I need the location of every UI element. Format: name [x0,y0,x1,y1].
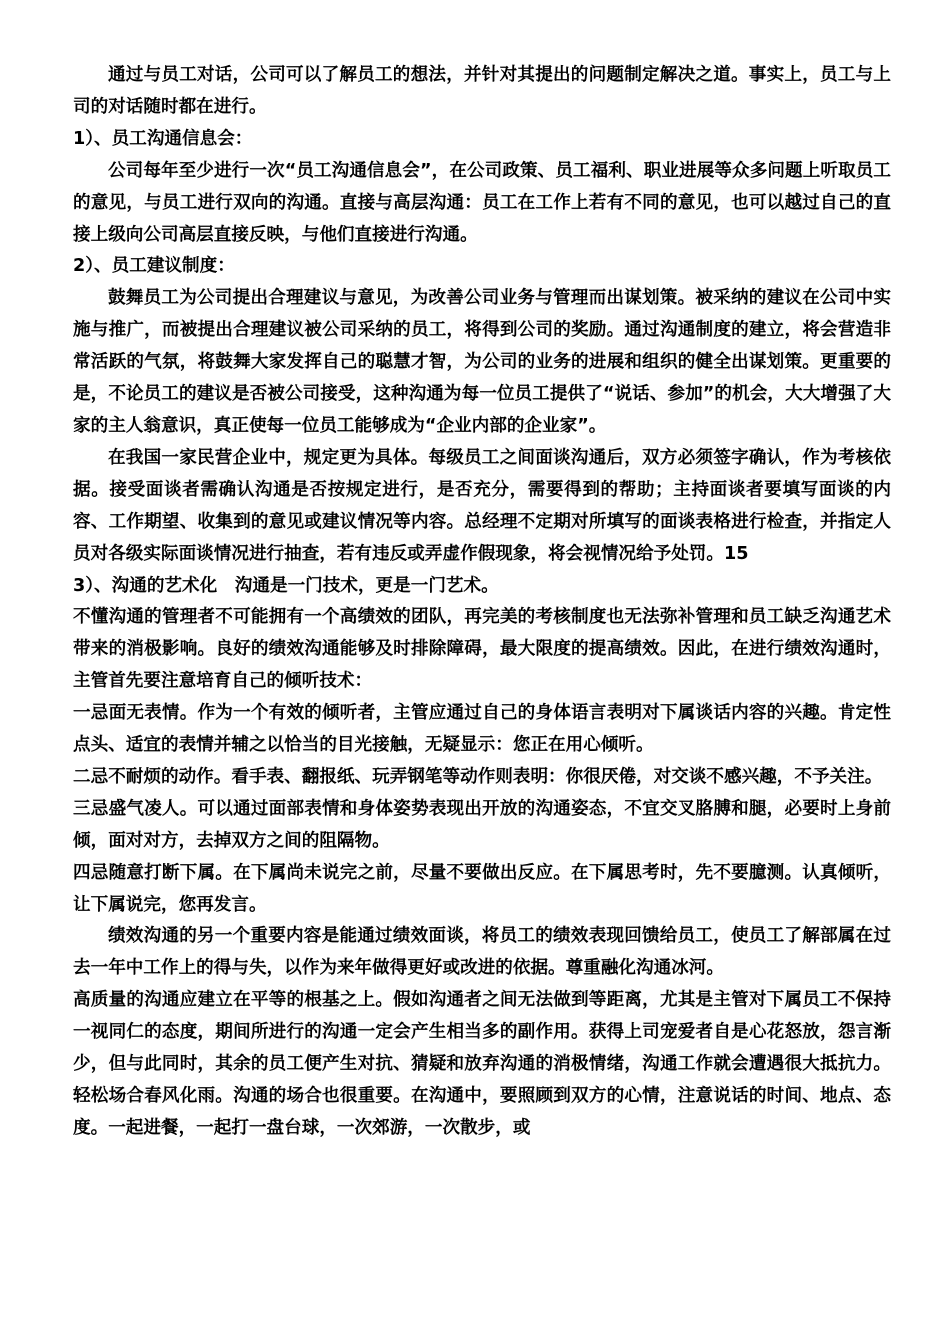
paragraph-equal-communication: 高质量的沟通应建立在平等的根基之上。假如沟通者之间无法做到等距离，尤其是主管对下属员工不保持一视同仁的态度，期间所进行的沟通一定会产生相当多的副作用。获得上司宠爱者自是心花怒放，怨言渐少，但与此同时，其余的员工便产生对抗、猜疑和放弃沟通的消极情绪，沟通工作就会遭遇很大抵抗力。轻松场合春风化雨。沟通的场合也很重要。在沟通中，要照顾到双方的心情，注意说话的时间、地点、态度。一起进餐，一起打一盘台球，一次郊游，一次散步，或 [73,990,891,1138]
paragraph-listening-skills: 不懂沟通的管理者不可能拥有一个高绩效的团队，再完美的考核制度也无法弥补管理和员工缺乏沟通艺术带来的消极影响。良好的绩效沟通能够及时排除障碍，最大限度的提高绩效。因此，在进行绩效沟通时，主管首先要注意培育自己的倾听技术： [73,607,891,692]
paragraph-taboo-one: 一忌面无表情。作为一个有效的倾听者，主管应通过自己的身体语言表明对下属谈话内容的兴趣。肯定性点头、适宜的表情并辅之以恰当的目光接触，无疑显示：您正在用心倾听。 [73,703,891,756]
paragraph-taboo-two: 二忌不耐烦的动作。看手表、翻报纸、玩弄钢笔等动作则表明：你很厌倦，对交谈不感兴趣，不予关注。 [73,766,883,787]
paragraph-taboo-three: 三忌盛气凌人。可以通过面部表情和身体姿势表现出开放的沟通姿态，不宜交叉胳膊和腿，必要时上身前倾，面对对方，去掉双方之间的阻隔物。 [73,798,891,851]
paragraph-intro: 通过与员工对话，公司可以了解员工的想法，并针对其提出的问题制定解决之道。事实上，员工与上司的对话随时都在进行。 [73,65,891,117]
paragraph-performance-interview: 绩效沟通的另一个重要内容是能通过绩效面谈，将员工的绩效表现回馈给员工，使员工了解部属在过去一年中工作上的得与失，以作为来年做得更好或改进的依据。尊重融化沟通冰河。 [73,926,891,979]
paragraph-private-enterprise: 在我国一家民营企业中，规定更为具体。每级员工之间面谈沟通后，双方必须签字确认，作为考核依据。接受面谈者需确认沟通是否按规定进行，是否充分，需要得到的帮助；主持面谈者要填写面谈的内容、工作期望、收集到的意见或建议情况等内容。总经理不定期对所填写的面谈表格进行检查，并指定人员对各级实际面谈情况进行抽查，若有违反或弄虚作假现象，将会视情况给予处罚。15 [73,447,891,564]
paragraph-suggestion-system: 鼓舞员工为公司提出合理建议与意见，为改善公司业务与管理而出谋划策。被采纳的建议在公司中实施与推广，而被提出合理建议被公司采纳的员工，将得到公司的奖励。通过沟通制度的建立，将会营造非常活跃的气氛，将鼓舞大家发挥自己的聪慧才智，为公司的业务的进展和组织的健全出谋划策。更重要的是，不论员工的建议是否被公司接受，这种沟通为每一位员工提供了“说话、参加”的机会，大大增强了大家的主人翁意识，真正使每一位员工能够成为“企业内部的企业家”。 [73,288,891,436]
heading-suggestion-system: 2）、员工建议制度： [73,256,235,277]
paragraph-taboo-four: 四忌随意打断下属。在下属尚未说完之前，尽量不要做出反应。在下属思考时，先不要臆测。认真倾听，让下属说完，您再发言。 [73,862,891,915]
paragraph-communication-meeting: 公司每年至少进行一次“员工沟通信息会”，在公司政策、员工福利、职业进展等众多问题上听取员工的意见，与员工进行双向的沟通。直接与高层沟通：员工在工作上若有不同的意见，也可以越过自己的直接上级向公司高层直接反映，与他们直接进行沟通。 [73,160,891,245]
heading-communication-art: 3）、沟通的艺术化 沟通是一门技术，更是一门艺术。 [73,575,499,596]
document-page [73,60,891,1145]
heading-staff-communication-meeting: 1）、员工沟通信息会： [73,128,253,149]
